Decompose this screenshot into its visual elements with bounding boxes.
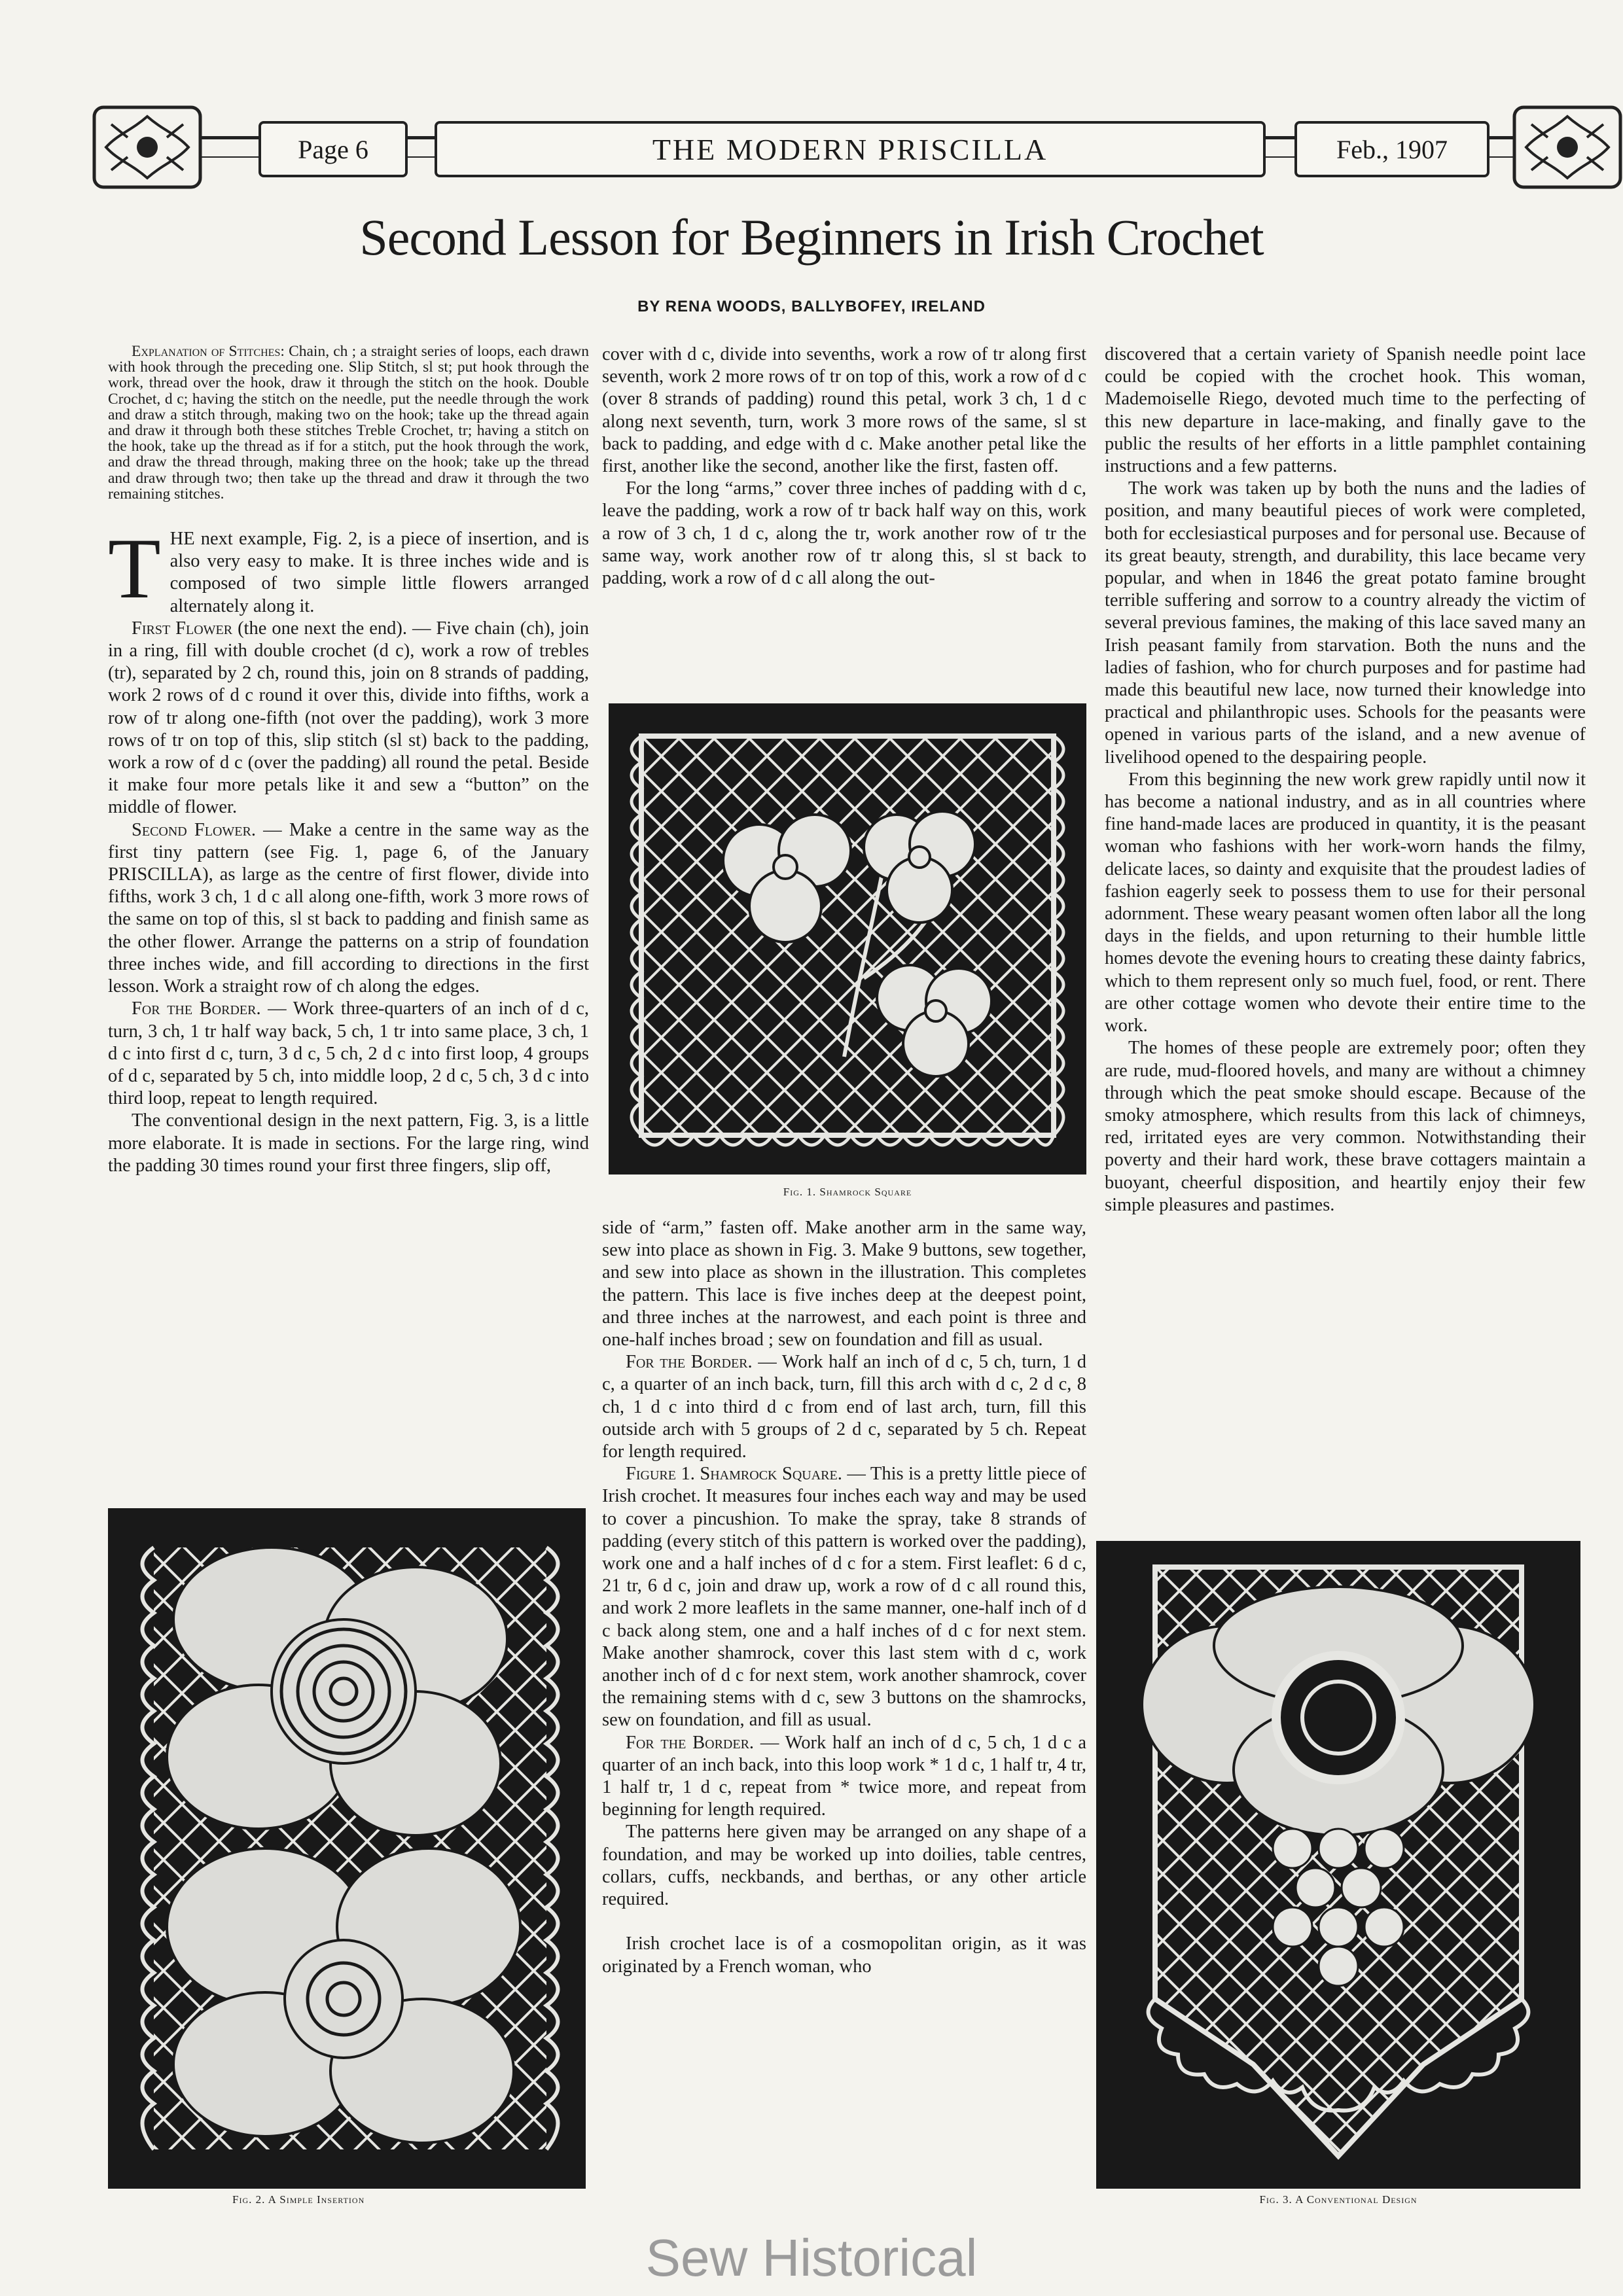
figure1-heading: Figure 1. Shamrock Square. bbox=[626, 1464, 842, 1485]
figure1-paragraph bbox=[602, 1463, 1086, 1731]
column-3 bbox=[1105, 344, 1586, 1216]
border3-paragraph bbox=[602, 1732, 1086, 1822]
col3-paragraph-4: The homes of these people are extremely poor; often they are rude, mud-floored hovels, and many are without a chimney through which the peat smoke should escape. Because of the smoky atmosphere, which results from this lack of chimneys, red, irritated eyes are very common. Notwithstanding their poverty and their hard work, these brave cottagers maintain a buoyant, cheerful disposition, and heartily enjoy their few simple pleasures and pastimes. bbox=[1105, 1038, 1586, 1215]
first-flower-text: (the one next the end). — Five chain (ch), join in a ring, fill with double crochet (d c), work a row of trebles (tr), separated by 2 ch, round this, join on 8 strands of padding, work 2 rows of d c round it over this, divide into fifths, work a row of tr along one-fifth (not over the padding), work 3 more rows of tr on top of this, slip stitch (sl st) back to the padding, work a row of d c (over the padding) all round the petal. Beside it make four more petals like it and sew a “button” on the middle of flower. bbox=[108, 618, 590, 818]
shamrock-square-lace-icon bbox=[609, 703, 1086, 1174]
border3-heading: For the Border. bbox=[626, 1732, 755, 1753]
conventional-design-lace-icon bbox=[1096, 1541, 1580, 2189]
second-flower-text: — Make a centre in the same way as the first tiny pattern (see Fig. 1, page 6, of the January PRISCILLA), as large as the centre of first flower, divide into fifths, work 3 ch, 1 d c all along one-fifth, work 3 more rows of the same on top of this, sl st back to padding and finish same as the other flower. Arrange the patterns on a strip of foundation three inches wide, and fill according to directions in the first lesson. Work a straight row of ch along the edges. bbox=[108, 819, 590, 997]
origin-paragraph: Irish crochet lace is of a cosmopolitan origin, as it was originated by a French woman, who bbox=[602, 1934, 1086, 1977]
border3-text: — Work half an inch of d c, 5 ch, 1 d c a quarter of an inch back, into this loop work * 1 d c, 1 half tr, 4 tr, 1 half tr, 1 d c, repeat from * twice more, and repeat from beginning for length required. bbox=[602, 1732, 1087, 1820]
byline: BY RENA WOODS, BALLYBOFEY, IRELAND bbox=[637, 298, 986, 315]
explanation-heading: Explanation of Stitches: bbox=[132, 343, 285, 360]
conventional-paragraph: The conventional design in the next pattern, Fig. 3, is a little more elaborate. It is made in sections. For the large ring, wind the padding 30 times round your first three fingers, slip off, bbox=[108, 1110, 589, 1176]
explanation-text: Chain, ch ; a straight series of loops, each drawn with hook through the preceding one. Slip Stitch, sl st; put hook through the work, thread over the hook, draw it through the stitch on the hook. Double Crochet, d c; having the stitch on the needle, put the needle through the work and draw a stitch through, making two on the hook; take up the thread again and draw it through both these stitches Treble Crochet, tr; having a stitch on the hook, take up the thread as if for a stitch, put the hook through the work, and draw the thread through, making three on the hook; take up the thread and draw through two; then take up the thread and draw it through the two remaining stitches. bbox=[108, 343, 589, 503]
col3-paragraph-1: discovered that a certain variety of Spanish needle point lace could be copied with the crochet hook. This woman, Mademoiselle Riego, devoted much time to the perfecting of this new departure in lace-making, and finally gave to the public the results of her efforts in a little pamphlet containing instructions and a few patterns. bbox=[1105, 344, 1586, 477]
figure-3-caption: Fig. 3. A Conventional Design bbox=[1259, 2193, 1418, 2206]
col3-paragraph-3: From this beginning the new work grew rapidly until now it has become a national industry, and as in all countries where fine hand-made laces are produced in quantity, it is the peasant woman who fashions with her work-worn hands the filmy, delicate laces, so dainty and exquisite that the proudest ladies of fashion eagerly seek to possess them to use for their personal adornment. These weary peasant women often labor all the long days in the fields, and upon returning to their humble little homes devote the evening hours to creating these dainty fabrics, which to them represent only so much fuel, food, or rent. There are other cottage women who devote their entire time to the work. bbox=[1105, 769, 1586, 1036]
drop-cap: T bbox=[108, 520, 161, 617]
border-heading: For the Border. bbox=[132, 998, 261, 1019]
column-1 bbox=[108, 344, 589, 1177]
figure-3-photo bbox=[1096, 1541, 1580, 2189]
second-flower-heading: Second Flower. bbox=[132, 819, 256, 840]
page-number: Page 6 bbox=[259, 121, 408, 177]
arms-paragraph: For the long “arms,” cover three inches of padding with d c, leave the padding, work a row of tr back half way on this, work a row of 3 ch, 1 d c, along the tr, work another row of tr the same way, work another row of tr along this, sl st back to padding, work a row of d c all along the out- bbox=[602, 478, 1086, 589]
figure-1-caption: Fig. 1. Shamrock Square bbox=[783, 1186, 912, 1198]
intro-paragraph bbox=[108, 520, 589, 618]
border2-text: — Work half an inch of d c, 5 ch, turn, 1 d c, a quarter of an inch back, turn, fill this arch with d c, 2 d c, 8 ch, 1 d c into third d c from end of last arch, turn, fill this outside arch with 5 groups of 2 d c, separated by 5 ch. Repeat for length required. bbox=[602, 1352, 1086, 1462]
border2-heading: For the Border. bbox=[626, 1352, 753, 1373]
border-paragraph bbox=[108, 998, 589, 1110]
issue-date: Feb., 1907 bbox=[1294, 121, 1489, 177]
explanation-of-stitches bbox=[108, 344, 589, 502]
watermark: Sew Historical bbox=[645, 2229, 978, 2287]
first-flower-paragraph bbox=[108, 618, 589, 819]
figure-1-photo bbox=[609, 703, 1086, 1174]
petal-paragraph: cover with d c, divide into sevenths, work a row of tr along first seventh, work 2 more rows of tr on top of this, work a row of d c (over 8 strands of padding) round this petal, work 3 ch, 1 d c along next seventh, turn, work 3 more rows of the same, sl st back to padding, and edge with d c. Make another petal like the first, another like the second, another like the first, fasten off. bbox=[602, 344, 1086, 477]
column-2-bottom bbox=[602, 1217, 1086, 1978]
right-ornament-icon bbox=[1512, 105, 1623, 190]
first-flower-heading: First Flower bbox=[132, 618, 233, 639]
column-2-top bbox=[602, 344, 1086, 590]
left-ornament-icon bbox=[92, 105, 203, 190]
border-text: — Work three-quarters of an inch of d c, turn, 3 ch, 1 tr half way back, 5 ch, 1 tr into same place, 3 ch, 1 d c into first d c, turn, 3 d c, 5 ch, 2 d c into first loop, 4 groups of d c, separated by 5 ch, into middle loop, 2 d c, 5 ch, 3 d c into third loop, repeat to length required. bbox=[108, 998, 590, 1109]
masthead: THE MODERN PRISCILLA bbox=[435, 121, 1266, 177]
simple-insertion-lace-icon bbox=[108, 1508, 586, 2189]
after-figure-paragraph: side of “arm,” fasten off. Make another arm in the same way, sew into place as shown in Fig. 3. Make 9 buttons, sew together, and sew into place as shown in the illustration. This completes the pattern. This lace is five inches deep at the deepest point, and three inches at the narrowest, and each point is three and one-half inches broad ; sew on foundation and fill as usual. bbox=[602, 1218, 1086, 1351]
article-title: Second Lesson for Beginners in Irish Crochet bbox=[359, 209, 1264, 266]
patterns-paragraph: The patterns here given may be arranged on any shape of a foundation, and may be worked up into doilies, table centres, collars, cuffs, neckbands, and berthas, or any other article required. bbox=[602, 1822, 1086, 1910]
intro-text: HE next example, Fig. 2, is a piece of insertion, and is also very easy to make. It is three inches wide and is composed of two simple little flowers arranged alternately along it. bbox=[169, 529, 589, 616]
figure-2-photo bbox=[108, 1508, 586, 2189]
figure1-text: — This is a pretty little piece of Irish crochet. It measures four inches each way and may be used to cover a pincushion. To make the spray, take 8 strands of padding (every stitch of this pattern is worked over the padding), work one and a half inches of d c for a stem. First leaflet: 6 d c, 21 tr, 6 d c, join and draw up, work a row of d c all round this, and work 2 more leaflets in the same manner, one-half inch of d c back along stem, one and a half inches of d c for next stem. Make another shamrock, cover this last stem with d c, work another inch of d c for next stem, work another shamrock, cover the remaining stems with d c, sew 3 buttons on the shamrocks, sew on foundation, and fill as usual. bbox=[602, 1464, 1087, 1731]
page-header bbox=[92, 98, 1623, 196]
col3-paragraph-2: The work was taken up by both the nuns and the ladies of position, and many beautiful pieces of work were completed, both for ecclesiastical purposes and for personal use. Because of its great beauty, strength, and durability, this lace became very popular, and when in 1846 the great potato famine brought terrible suffering and sorrow to a country already the victim of several previous famines, the making of this lace saved many an Irish peasant family from starvation. Both the nuns and the ladies of fashion, who for church purposes and for pastime had made this beautiful new lace, now turned their knowledge into practical and philanthropic uses. Schools for the peasants were opened in various parts of the island, and a new avenue of livelihood opened to the despairing people. bbox=[1105, 478, 1586, 768]
figure-2-caption: Fig. 2. A Simple Insertion bbox=[232, 2193, 365, 2206]
border2-paragraph bbox=[602, 1351, 1086, 1463]
second-flower-paragraph bbox=[108, 819, 589, 998]
